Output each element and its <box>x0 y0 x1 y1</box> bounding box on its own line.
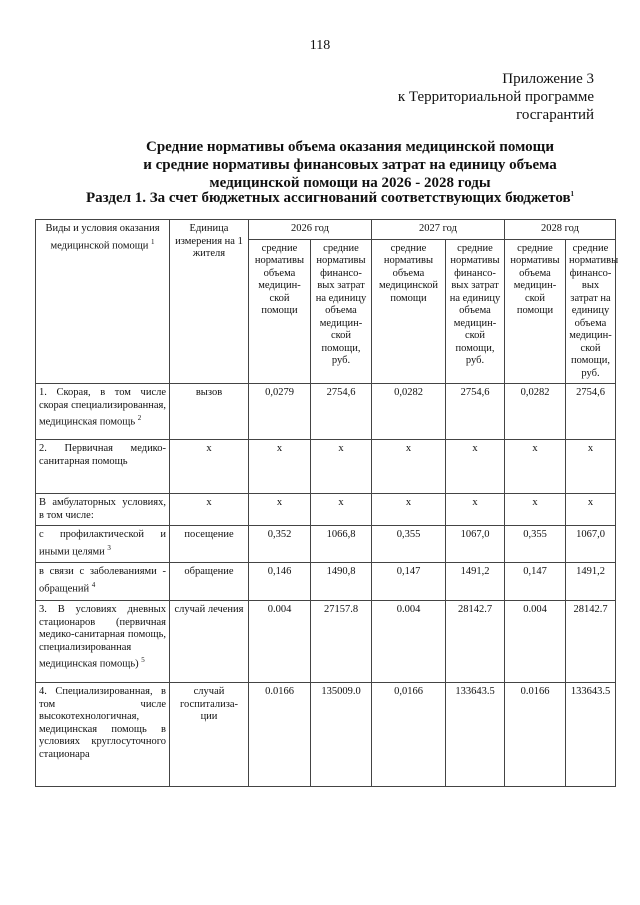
row-value: 2754,6 <box>311 384 372 440</box>
row-value: 1067,0 <box>446 526 505 563</box>
row-unit: случай госпитализа-ции <box>170 683 249 787</box>
table-row <box>36 526 616 563</box>
row-value: х <box>372 440 446 494</box>
row-unit: вызов <box>170 384 249 440</box>
row-value: 0,355 <box>505 526 566 563</box>
document-title <box>60 138 640 192</box>
row-value: 0.004 <box>249 601 311 683</box>
row-value: х <box>566 440 616 494</box>
row-value: 0,352 <box>249 526 311 563</box>
row-value: 0.0166 <box>505 683 566 787</box>
row-value: 0,147 <box>372 563 446 601</box>
row-value: 27157.8 <box>311 601 372 683</box>
row-value: 133643.5 <box>566 683 616 787</box>
header-volume: средние нормативы объема медицин-ской помощи <box>249 239 311 384</box>
header-volume: средние нормативы объема медицин-ской помощи <box>505 239 566 384</box>
row-unit: х <box>170 440 249 494</box>
row-unit: посещение <box>170 526 249 563</box>
table-row <box>36 440 616 494</box>
header-year: 2026 год <box>249 220 372 240</box>
row-value: х <box>249 494 311 526</box>
appendix-line: к Территориальной программе <box>397 89 594 105</box>
row-value: х <box>311 440 372 494</box>
row-value: 0,0279 <box>249 384 311 440</box>
row-value: 0.004 <box>505 601 566 683</box>
norms-table <box>35 219 619 787</box>
row-value: 2754,6 <box>446 384 505 440</box>
row-unit: случай лечения <box>170 601 249 683</box>
row-value: 0,146 <box>249 563 311 601</box>
row-type: с профилактической и иными целями $^3$ <box>36 526 170 563</box>
row-value: 0.004 <box>372 601 446 683</box>
header-cost: средние нормативы финансо-вых затрат на единицу объема медицин-ской помощи, руб. <box>446 239 505 384</box>
row-value: 1066,8 <box>311 526 372 563</box>
header-type: Виды и условия оказания медицинской помощи $^1$ <box>36 220 170 384</box>
title-line: и средние нормативы финансовых затрат на единицу объема <box>143 157 557 173</box>
header-volume: средние нормативы объема медицинской помощи <box>372 239 446 384</box>
table-row <box>36 494 616 526</box>
section-heading <box>40 190 620 207</box>
header-cost: средние нормативы финансо-вых затрат на единицу объема медицин-ской помощи, руб. <box>566 239 616 384</box>
table-row <box>36 384 616 440</box>
table-row <box>36 601 616 683</box>
row-value: 1491,2 <box>446 563 505 601</box>
header-year: 2027 год <box>372 220 505 240</box>
title-line: Средние нормативы объема оказания медицинской помощи <box>146 139 554 155</box>
row-type: 4. Специализированная, в том числе высокотехнологичная, медицинская помощь в условиях круглосуточного стационара <box>36 683 170 787</box>
row-value: х <box>566 494 616 526</box>
row-value: х <box>372 494 446 526</box>
appendix-header <box>398 70 594 124</box>
row-type: 2. Первичная медико-санитарная помощь <box>36 440 170 494</box>
title-line: медицинской помощи на 2026 - 2028 годы <box>209 175 491 191</box>
row-value: х <box>446 494 505 526</box>
row-unit: обращение <box>170 563 249 601</box>
row-value: х <box>505 494 566 526</box>
row-value: 28142.7 <box>566 601 616 683</box>
row-value: 135009.0 <box>311 683 372 787</box>
row-value: 0,0282 <box>372 384 446 440</box>
row-value: 133643.5 <box>446 683 505 787</box>
row-value: х <box>446 440 505 494</box>
section-text: Раздел 1. За счет бюджетных ассигнований соответствующих бюджетов <box>85 190 571 206</box>
row-value: х <box>311 494 372 526</box>
row-value: 1491,2 <box>566 563 616 601</box>
footnote-ref: 1 <box>570 190 575 198</box>
row-value: 0,147 <box>505 563 566 601</box>
row-value: 0.0166 <box>249 683 311 787</box>
appendix-line: госгарантий <box>516 107 594 123</box>
row-unit: х <box>170 494 249 526</box>
table-row <box>36 563 616 601</box>
row-type: в связи с заболеваниями - обращений $^4$ <box>36 563 170 601</box>
row-value: 1067,0 <box>566 526 616 563</box>
row-value: х <box>505 440 566 494</box>
row-value: 0,355 <box>372 526 446 563</box>
header-cost: средние нормативы финансо-вых затрат на единицу объема медицин-ской помощи, руб. <box>311 239 372 384</box>
row-value: 28142.7 <box>446 601 505 683</box>
header-unit: Единица измерения на 1 жителя <box>170 220 249 384</box>
row-value: 2754,6 <box>566 384 616 440</box>
row-value: 0,0166 <box>372 683 446 787</box>
row-type: В амбулаторных условиях, в том числе: <box>36 494 170 526</box>
appendix-line: Приложение 3 <box>502 71 594 87</box>
row-value: 1490,8 <box>311 563 372 601</box>
header-year: 2028 год <box>505 220 616 240</box>
page-number: 118 <box>309 38 331 53</box>
row-value: х <box>249 440 311 494</box>
row-value: 0,0282 <box>505 384 566 440</box>
table-row <box>36 683 616 787</box>
row-type: 3. В условиях дневных стационаров (первичная медико-санитарная помощь, специализированная медицинская помощь) $^5$ <box>36 601 170 683</box>
row-type: 1. Скорая, в том числе скорая специализированная, медицинская помощь $^2$ <box>36 384 170 440</box>
